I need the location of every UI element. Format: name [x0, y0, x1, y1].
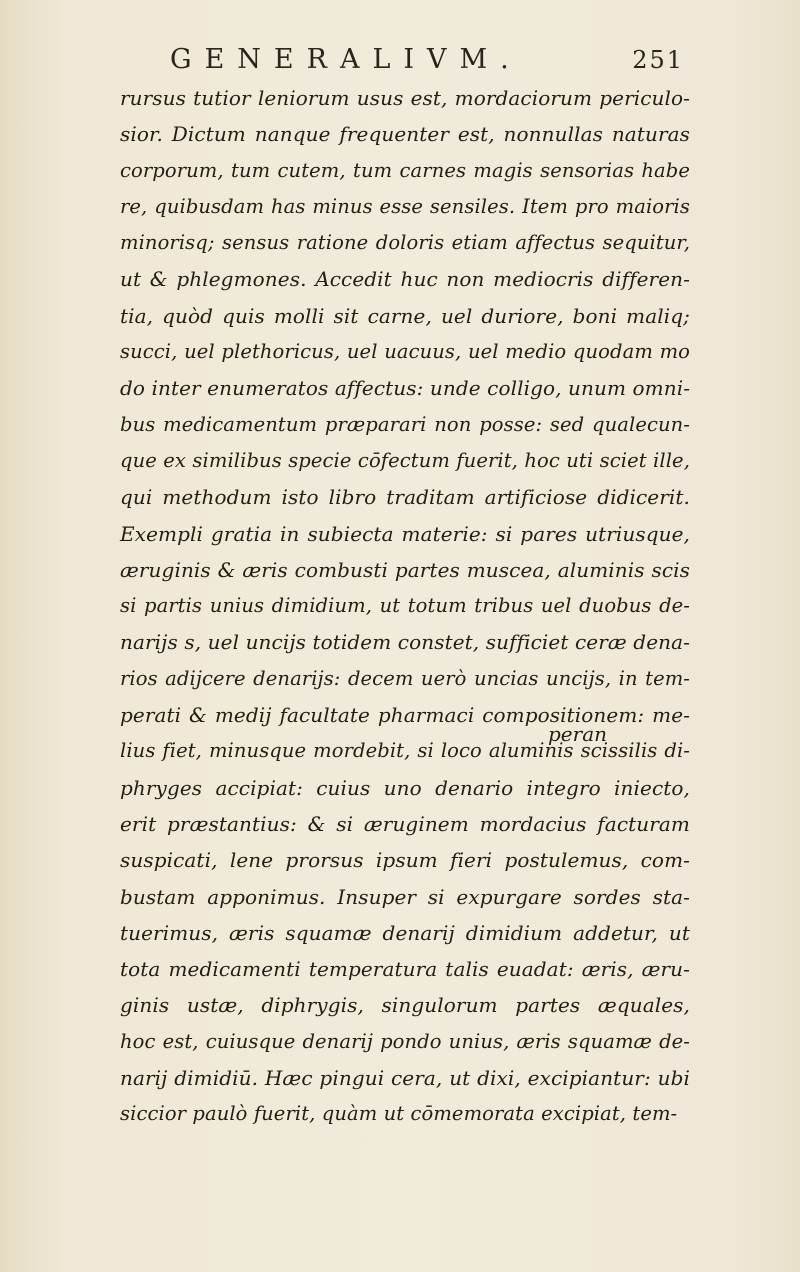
text-line: rios adijcere denarijs: decem uerò uncias uncijs, in tem- — [120, 666, 690, 690]
text-line: rursus tutior leniorum usus est, mordaciorum periculo- — [120, 86, 690, 110]
text-line: bustam apponimus. Insuper si expurgare sordes sta- — [120, 884, 690, 909]
body-text — [120, 80, 690, 1133]
text-line: erit præstantius: & si æruginem mordacius facturam — [120, 811, 690, 836]
text-line: hoc est, cuiusque denarij pondo unius, æris squamæ de- — [120, 1029, 690, 1053]
text-line: do inter enumeratos affectus: unde colligo, unum omni- — [120, 376, 691, 401]
text-line: narijs s, uel uncijs totidem constet, sufficiet ceræ dena- — [120, 630, 690, 655]
text-line: sior. Dictum nanque frequenter est, nonnullas naturas — [120, 122, 690, 147]
page-header — [0, 44, 800, 84]
text-line: succi, uel plethoricus, uel uacuus, uel medio quodam mo — [120, 340, 690, 364]
text-line: ginis ustæ, diphrygis, singulorum partes æquales, — [120, 993, 690, 1018]
page-number: 251 — [632, 46, 684, 74]
running-head: GENERALIVM. — [170, 44, 522, 75]
text-line: narij dimidiū. Hæc pingui cera, ut dixi, excipiantur: ubi — [120, 1066, 690, 1091]
text-line: tuerimus, æris squamæ denarij dimidium addetur, ut — [120, 920, 690, 945]
text-line: bus medicamentum præparari non posse: sed qualecun- — [120, 412, 690, 436]
text-line: minorisq; sensus ratione doloris etiam affectus sequitur, — [120, 231, 690, 255]
text-line: Exempli gratia in subiecta materie: si pares utriusque, — [120, 521, 690, 546]
text-line: lius fiet, minusque mordebit, si loco aluminis scissilis di- — [120, 739, 690, 763]
catchword: peran — [548, 722, 608, 746]
text-line: tota medicamenti temperatura talis euadat: æris, æru- — [120, 957, 690, 982]
text-line: phryges accipiat: cuius uno denario integro iniecto, — [120, 775, 690, 800]
text-line: tia, quòd quis molli sit carne, uel duriore, boni maliq; — [120, 303, 690, 328]
text-line: corporum, tum cutem, tum carnes magis sensorias habe — [120, 158, 690, 182]
text-line: perati & medij facultate pharmaci compositionem: me- — [120, 703, 690, 728]
text-line: siccior paulò fuerit, quàm ut cōmemorata excipiat, tem- — [120, 1102, 678, 1126]
text-line: suspicati, lene prorsus ipsum fieri postulemus, com- — [120, 848, 690, 873]
text-line: re, quibusdam has minus esse sensiles. Item pro maioris — [120, 194, 690, 218]
text-line: æruginis & æris combusti partes muscea, aluminis scis — [120, 557, 690, 582]
text-line: que ex similibus specie cōfectum fuerit, hoc uti sciet ille, — [120, 448, 690, 472]
text-line: qui methodum isto libro traditam artificiose didicerit. — [120, 485, 690, 510]
text-line: ut & phlegmones. Accedit huc non mediocris differen- — [120, 267, 690, 292]
text-line: si partis unius dimidium, ut totum tribus uel duobus de- — [120, 594, 690, 618]
